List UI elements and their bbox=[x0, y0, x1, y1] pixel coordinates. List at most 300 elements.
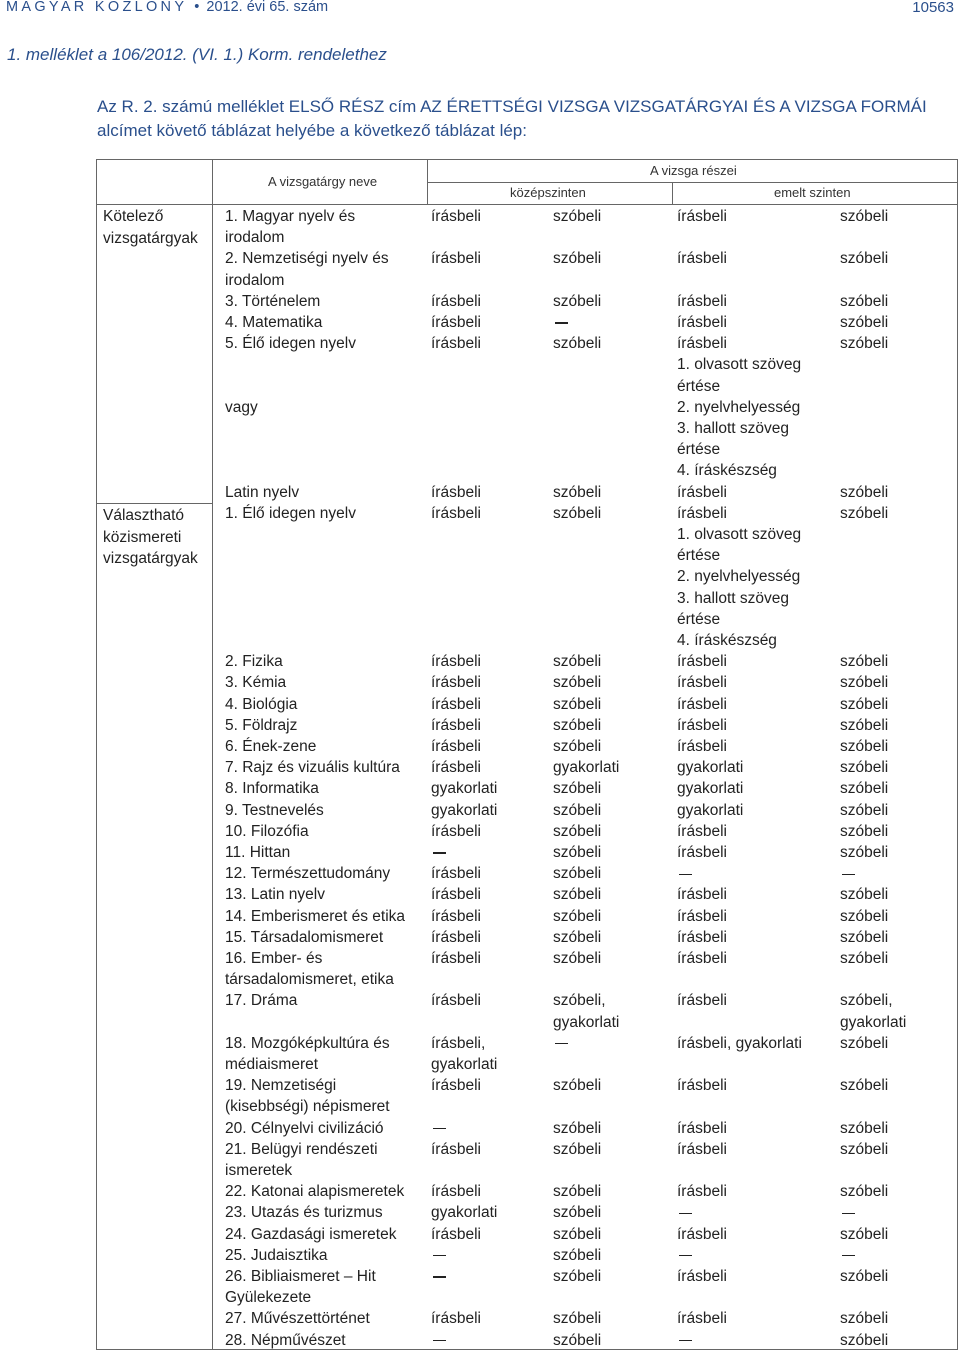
subject-cell bbox=[225, 1308, 370, 1329]
adv-oral-cell bbox=[840, 333, 888, 503]
cell-line: szóbeli bbox=[553, 1077, 602, 1095]
cell-line: írásbeli bbox=[431, 907, 481, 925]
adv-written-cell bbox=[677, 821, 727, 842]
issue-label: 2012. évi 65. szám bbox=[206, 0, 329, 15]
subject-cell bbox=[225, 821, 309, 842]
cell-line: értése bbox=[677, 547, 721, 565]
cell-line: 25. Judaisztika bbox=[225, 1246, 328, 1264]
cell-line: írásbeli bbox=[431, 504, 481, 522]
dash-mark bbox=[433, 852, 446, 853]
dash-mark bbox=[433, 1255, 446, 1256]
cell-line: írásbeli bbox=[677, 674, 727, 692]
cell-line: 14. Emberismeret és etika bbox=[225, 907, 406, 925]
adv-written-cell bbox=[677, 672, 727, 693]
cell-line: írásbeli bbox=[431, 865, 481, 883]
mid-oral-cell bbox=[553, 990, 619, 1032]
subject-cell bbox=[225, 248, 389, 290]
subject-cell bbox=[225, 1202, 383, 1223]
adv-written-cell bbox=[677, 333, 801, 503]
mid-written-cell bbox=[431, 206, 481, 227]
cell-line: szóbeli bbox=[840, 801, 889, 819]
cell-line: 26. Bibliaismeret – Hit bbox=[225, 1268, 376, 1285]
adv-written-cell bbox=[677, 1330, 692, 1351]
cell-line: szóbeli bbox=[840, 314, 889, 331]
cell-line: szóbeli bbox=[553, 822, 602, 840]
cell-line: vagy bbox=[225, 398, 258, 416]
cell-line: írásbeli bbox=[431, 292, 481, 310]
mid-oral-cell bbox=[553, 927, 601, 948]
subject-cell bbox=[225, 1330, 346, 1351]
subject-cell bbox=[225, 1139, 378, 1181]
mid-written-cell bbox=[431, 927, 481, 948]
category-divider bbox=[212, 160, 213, 1349]
cell-line: 6. Ének-zene bbox=[225, 738, 317, 755]
cell-line: szóbeli bbox=[553, 928, 602, 946]
adv-oral-cell bbox=[840, 1330, 888, 1351]
adv-written-cell bbox=[677, 863, 692, 884]
cell-line: szóbeli bbox=[840, 483, 889, 501]
mid-oral-cell bbox=[553, 503, 601, 524]
cell-line: 15. Társadalomismeret bbox=[225, 928, 384, 946]
cell-line: 2. Fizika bbox=[225, 653, 283, 671]
cell-line: szóbeli bbox=[553, 738, 602, 755]
cell-line: írásbeli bbox=[431, 1077, 481, 1095]
cell-line: írásbeli bbox=[677, 1140, 727, 1158]
cell-line bbox=[431, 397, 481, 418]
cell-line: írásbeli bbox=[431, 695, 481, 713]
dash-mark bbox=[842, 1255, 855, 1256]
adv-written-cell bbox=[677, 778, 743, 799]
cell-line: írásbeli, bbox=[431, 1034, 486, 1052]
cell-line: szóbeli bbox=[553, 844, 602, 861]
cell-line bbox=[431, 354, 481, 375]
cell-line: szóbeli bbox=[553, 1119, 602, 1137]
cell-line bbox=[840, 863, 855, 884]
mid-written-cell bbox=[431, 990, 481, 1011]
cell-line bbox=[431, 376, 481, 397]
cell-line: írásbeli bbox=[431, 314, 481, 331]
cell-line: (kisebbségi) népismeret bbox=[225, 1098, 390, 1116]
adv-oral-cell bbox=[840, 990, 906, 1032]
cell-line: szóbeli bbox=[553, 716, 602, 734]
adv-written-cell bbox=[677, 291, 727, 312]
adv-oral-cell bbox=[840, 1308, 888, 1329]
adv-oral-cell bbox=[840, 1118, 888, 1139]
cell-line: 2. nyelvhelyesség bbox=[677, 398, 801, 416]
cell-line: szóbeli bbox=[553, 1204, 602, 1222]
mid-written-cell bbox=[431, 248, 481, 269]
cell-line: szóbeli bbox=[553, 1225, 602, 1243]
mid-written-cell bbox=[431, 736, 481, 757]
cell-line bbox=[431, 460, 481, 481]
cell-line bbox=[840, 460, 888, 481]
adv-oral-cell bbox=[840, 778, 888, 799]
cell-line: szóbeli bbox=[553, 907, 602, 925]
cell-line: írásbeli bbox=[677, 1268, 727, 1285]
cell-line bbox=[553, 1033, 568, 1054]
adv-oral-cell bbox=[840, 206, 888, 227]
cell-line: írásbeli bbox=[677, 886, 727, 904]
mid-oral-cell bbox=[553, 1245, 601, 1266]
cell-line: szóbeli bbox=[840, 1268, 889, 1285]
subject-cell bbox=[225, 778, 319, 799]
cell-line: írásbeli bbox=[677, 335, 727, 353]
subject-cell bbox=[225, 948, 394, 990]
cell-line: írásbeli bbox=[431, 738, 481, 755]
cell-line: írásbeli, gyakorlati bbox=[677, 1034, 802, 1052]
page-number: 10563 bbox=[912, 0, 954, 16]
dash-mark bbox=[433, 1340, 446, 1341]
adv-written-cell bbox=[677, 884, 727, 905]
cell-line: szóbeli bbox=[553, 1310, 602, 1328]
mid-written-cell bbox=[431, 800, 497, 821]
cell-line bbox=[677, 863, 692, 884]
adv-written-cell bbox=[677, 651, 727, 672]
cell-line: írásbeli bbox=[677, 653, 727, 671]
mid-written-cell bbox=[431, 1245, 446, 1266]
cell-line: szóbeli bbox=[840, 1034, 889, 1052]
cell-line: írásbeli bbox=[431, 1225, 481, 1243]
cell-line bbox=[840, 397, 888, 418]
subject-cell bbox=[225, 333, 356, 503]
category-optional-line3: vizsgatárgyak bbox=[103, 550, 198, 567]
cell-line bbox=[677, 1245, 692, 1266]
cell-line: szóbeli bbox=[840, 1331, 889, 1349]
cell-line: szóbeli bbox=[553, 504, 602, 522]
cell-line: írásbeli bbox=[431, 928, 481, 946]
cell-line: szóbeli bbox=[553, 335, 602, 353]
cell-line: szóbeli bbox=[840, 950, 889, 967]
cell-line: 9. Testnevelés bbox=[225, 801, 324, 819]
category-optional bbox=[103, 505, 198, 570]
mid-written-cell bbox=[431, 884, 481, 905]
cell-line: gyakorlati bbox=[431, 1204, 498, 1222]
mid-oral-cell bbox=[553, 1202, 601, 1223]
cell-line: gyakorlati bbox=[553, 759, 620, 777]
cell-line: szóbeli bbox=[840, 759, 889, 777]
cell-line bbox=[431, 1266, 446, 1287]
cell-line: 4. íráskészség bbox=[677, 462, 777, 480]
adv-oral-cell bbox=[840, 736, 888, 757]
adv-written-cell bbox=[677, 1033, 802, 1054]
mid-oral-cell bbox=[553, 906, 601, 927]
adv-written-cell bbox=[677, 1308, 727, 1329]
cell-line: 18. Mozgóképkultúra és bbox=[225, 1034, 390, 1052]
mid-oral-cell bbox=[553, 842, 601, 863]
cell-line: szóbeli bbox=[840, 928, 889, 946]
cell-line: médiaismeret bbox=[225, 1056, 319, 1073]
cell-line: 3. hallott szöveg bbox=[677, 420, 790, 437]
cell-line bbox=[431, 439, 481, 460]
subject-cell bbox=[225, 906, 405, 927]
cell-line: szóbeli bbox=[553, 1331, 602, 1349]
cell-line: 19. Nemzetiségi bbox=[225, 1077, 337, 1095]
cell-line bbox=[225, 460, 356, 481]
subject-cell bbox=[225, 715, 297, 736]
mid-oral-cell bbox=[553, 672, 601, 693]
adv-written-cell bbox=[677, 1139, 727, 1160]
adv-written-cell bbox=[677, 1181, 727, 1202]
cell-line: 17. Dráma bbox=[225, 992, 298, 1010]
cell-line: 20. Célnyelvi civilizáció bbox=[225, 1119, 384, 1137]
adv-oral-cell bbox=[840, 1245, 855, 1266]
advanced-level-header: emelt szinten bbox=[774, 185, 851, 200]
subject-cell bbox=[225, 312, 322, 333]
cell-line: írásbeli bbox=[677, 250, 727, 268]
bullet-icon: • bbox=[194, 0, 200, 15]
mid-oral-cell bbox=[553, 206, 601, 227]
mid-oral-cell bbox=[553, 863, 601, 884]
cell-line: szóbeli bbox=[840, 292, 889, 310]
cell-line: szóbeli bbox=[553, 950, 602, 967]
subject-cell bbox=[225, 1181, 404, 1202]
cell-line: társadalomismeret, etika bbox=[225, 971, 394, 989]
dash-mark bbox=[679, 1255, 692, 1256]
cell-line: írásbeli bbox=[431, 1183, 481, 1201]
cell-line: szóbeli bbox=[840, 1310, 889, 1328]
cell-line: szóbeli bbox=[840, 1119, 889, 1137]
cell-line: 3. hallott szöveg bbox=[677, 589, 790, 607]
category-mandatory-line2: vizsgatárgyak bbox=[103, 229, 198, 247]
adv-oral-cell bbox=[840, 906, 888, 927]
adv-oral-cell bbox=[840, 672, 888, 693]
cell-line: szóbeli bbox=[840, 208, 889, 225]
cell-line: írásbeli bbox=[677, 1119, 727, 1137]
cell-line bbox=[225, 418, 356, 439]
cell-line: szóbeli bbox=[553, 801, 602, 819]
mid-oral-cell bbox=[553, 1266, 601, 1287]
cell-line bbox=[553, 376, 601, 397]
cell-line: írásbeli bbox=[431, 250, 481, 268]
cell-line: írásbeli bbox=[431, 483, 481, 501]
subject-cell bbox=[225, 927, 383, 948]
category-mandatory-line1: Kötelező bbox=[103, 208, 164, 225]
adv-oral-cell bbox=[840, 1202, 855, 1223]
adv-written-cell bbox=[677, 694, 727, 715]
cell-line bbox=[431, 1330, 446, 1351]
adv-oral-cell bbox=[840, 1075, 888, 1096]
mid-level-header: középszinten bbox=[510, 185, 586, 200]
level-header-divider bbox=[672, 182, 673, 204]
subject-cell bbox=[225, 651, 283, 672]
cell-line: 28. Népművészet bbox=[225, 1331, 346, 1349]
adv-oral-cell bbox=[840, 248, 888, 269]
mid-written-cell bbox=[431, 1118, 446, 1139]
cell-line: értése bbox=[677, 377, 721, 395]
mid-oral-cell bbox=[553, 248, 601, 269]
cell-line bbox=[225, 439, 356, 460]
cell-line bbox=[431, 418, 481, 439]
cell-line bbox=[431, 1118, 446, 1139]
cell-line: írásbeli bbox=[677, 1077, 727, 1095]
mid-written-cell bbox=[431, 651, 481, 672]
dash-mark bbox=[679, 1213, 692, 1214]
cell-line: szóbeli bbox=[553, 886, 602, 904]
cell-line: szóbeli bbox=[553, 674, 602, 692]
cell-line: írásbeli bbox=[431, 1140, 481, 1158]
cell-line: írásbeli bbox=[677, 292, 727, 310]
subject-cell bbox=[225, 206, 355, 248]
mid-written-cell bbox=[431, 333, 481, 503]
dash-mark bbox=[555, 322, 568, 323]
mid-written-cell bbox=[431, 948, 481, 969]
cell-line: ismeretek bbox=[225, 1162, 293, 1179]
mid-oral-cell bbox=[553, 694, 601, 715]
adv-written-cell bbox=[677, 248, 727, 269]
adv-written-cell bbox=[677, 800, 743, 821]
adv-oral-cell bbox=[840, 291, 888, 312]
adv-oral-cell bbox=[840, 1139, 888, 1160]
mid-written-cell bbox=[431, 503, 481, 524]
cell-line: szóbeli bbox=[840, 335, 889, 353]
adv-oral-cell bbox=[840, 884, 888, 905]
cell-line: szóbeli bbox=[553, 695, 602, 713]
cell-line: szóbeli bbox=[840, 716, 889, 734]
header-left bbox=[6, 0, 328, 15]
cell-line: 7. Rajz és vizuális kultúra bbox=[225, 759, 400, 777]
cell-line bbox=[840, 418, 888, 439]
cell-line: szóbeli bbox=[840, 250, 889, 268]
cell-line bbox=[553, 312, 568, 333]
mid-oral-cell bbox=[553, 1330, 601, 1351]
cell-line: 24. Gazdasági ismeretek bbox=[225, 1225, 397, 1243]
mid-written-cell bbox=[431, 291, 481, 312]
cell-line: szóbeli, bbox=[840, 992, 893, 1010]
mid-written-cell bbox=[431, 906, 481, 927]
adv-written-cell bbox=[677, 1224, 727, 1245]
mid-written-cell bbox=[431, 1202, 497, 1223]
cell-line: 3. Történelem bbox=[225, 292, 321, 310]
cell-line: írásbeli bbox=[677, 992, 727, 1010]
exam-parts-header: A vizsga részei bbox=[650, 163, 737, 178]
mid-written-cell bbox=[431, 694, 481, 715]
intro-text: Az R. 2. számú melléklet ELSŐ RÉSZ cím AZ ÉRETTSÉGI VIZSGA VIZSGATÁRGYAI ÉS A VIZSGA FORMÁI alcímet követő táblázat helyébe a következő táblázat lép: bbox=[97, 97, 927, 140]
adv-oral-cell bbox=[840, 651, 888, 672]
cell-line: szóbeli bbox=[553, 1183, 602, 1201]
cell-line: írásbeli bbox=[677, 844, 727, 861]
cell-line: szóbeli bbox=[840, 886, 889, 904]
mid-oral-cell bbox=[553, 884, 601, 905]
subject-cell bbox=[225, 800, 324, 821]
category-optional-line2: közismereti bbox=[103, 528, 182, 546]
dash-mark bbox=[679, 874, 692, 875]
adv-written-cell bbox=[677, 736, 727, 757]
dash-mark bbox=[842, 1213, 855, 1214]
annex-title: 1. melléklet a 106/2012. (VI. 1.) Korm. rendelethez bbox=[7, 45, 387, 64]
adv-oral-cell bbox=[840, 800, 888, 821]
cell-line bbox=[840, 1202, 855, 1223]
cell-line bbox=[553, 439, 601, 460]
adv-oral-cell bbox=[840, 694, 888, 715]
adv-oral-cell bbox=[840, 927, 888, 948]
cell-line: írásbeli bbox=[677, 1183, 727, 1201]
cell-line: szóbeli bbox=[840, 504, 889, 522]
adv-written-cell bbox=[677, 206, 727, 227]
cell-line: írásbeli bbox=[431, 716, 481, 734]
cell-line bbox=[431, 1245, 446, 1266]
dash-mark bbox=[679, 1340, 692, 1341]
adv-written-cell bbox=[677, 927, 727, 948]
cell-line: 16. Ember- és bbox=[225, 950, 323, 967]
mid-oral-cell bbox=[553, 1075, 601, 1096]
mid-oral-cell bbox=[553, 778, 601, 799]
cell-line: 2. Nemzetiségi nyelv és bbox=[225, 250, 389, 268]
cell-line: szóbeli bbox=[553, 1140, 602, 1158]
subject-cell bbox=[225, 672, 286, 693]
cell-line: Gyülekezete bbox=[225, 1289, 312, 1307]
cell-line: írásbeli bbox=[431, 886, 481, 904]
cell-line: 1. olvasott szöveg bbox=[677, 356, 802, 374]
cell-line bbox=[840, 439, 888, 460]
adv-written-cell bbox=[677, 842, 727, 863]
cell-line bbox=[677, 1202, 692, 1223]
cell-line: Latin nyelv bbox=[225, 483, 300, 501]
cell-line: gyakorlati bbox=[677, 759, 744, 777]
subject-cell bbox=[225, 1245, 328, 1266]
cell-line: szóbeli bbox=[553, 1246, 602, 1264]
adv-written-cell bbox=[677, 757, 743, 778]
cell-line: írásbeli bbox=[431, 992, 481, 1010]
cell-line: 1. olvasott szöveg bbox=[677, 526, 802, 543]
cell-line: írásbeli bbox=[677, 822, 727, 840]
cell-line bbox=[553, 354, 601, 375]
cell-line: gyakorlati bbox=[431, 780, 498, 798]
mid-written-cell bbox=[431, 1033, 497, 1075]
cell-line bbox=[840, 1245, 855, 1266]
subject-cell bbox=[225, 736, 316, 757]
mid-oral-cell bbox=[553, 821, 601, 842]
cell-line: 5. Földrajz bbox=[225, 716, 298, 734]
cell-line: írásbeli bbox=[677, 483, 727, 501]
adv-written-cell bbox=[677, 715, 727, 736]
cell-line bbox=[553, 397, 601, 418]
cell-line: írásbeli bbox=[431, 335, 481, 353]
cell-line: írásbeli bbox=[677, 907, 727, 925]
mid-written-cell bbox=[431, 672, 481, 693]
cell-line: gyakorlati bbox=[431, 1056, 498, 1073]
cell-line: írásbeli bbox=[677, 1225, 727, 1243]
mid-oral-cell bbox=[553, 1033, 568, 1054]
category-optional-line1: Választható bbox=[103, 507, 184, 524]
cell-line: 4. íráskészség bbox=[677, 632, 777, 650]
cell-line bbox=[840, 354, 888, 375]
mid-written-cell bbox=[431, 1308, 481, 1329]
mid-oral-cell bbox=[553, 1224, 601, 1245]
adv-oral-cell bbox=[840, 503, 888, 524]
cell-line: írásbeli bbox=[431, 759, 481, 777]
mid-oral-cell bbox=[553, 333, 601, 503]
cell-line: írásbeli bbox=[431, 822, 481, 840]
cell-line bbox=[553, 460, 601, 481]
adv-oral-cell bbox=[840, 1033, 888, 1054]
cell-line bbox=[840, 376, 888, 397]
mid-written-cell bbox=[431, 821, 481, 842]
dash-mark bbox=[433, 1276, 446, 1277]
cell-line: írásbeli bbox=[677, 208, 727, 225]
cell-line: szóbeli bbox=[840, 695, 889, 713]
cell-line: szóbeli bbox=[840, 653, 889, 671]
mid-oral-cell bbox=[553, 1308, 601, 1329]
dash-mark bbox=[555, 1043, 568, 1044]
mid-written-cell bbox=[431, 715, 481, 736]
cell-line: szóbeli bbox=[840, 1225, 889, 1243]
cell-line: szóbeli bbox=[553, 780, 602, 798]
mid-written-cell bbox=[431, 1075, 481, 1096]
cell-line: írásbeli bbox=[677, 716, 727, 734]
page-header bbox=[6, 0, 954, 19]
mid-oral-cell bbox=[553, 800, 601, 821]
adv-oral-cell bbox=[840, 1181, 888, 1202]
